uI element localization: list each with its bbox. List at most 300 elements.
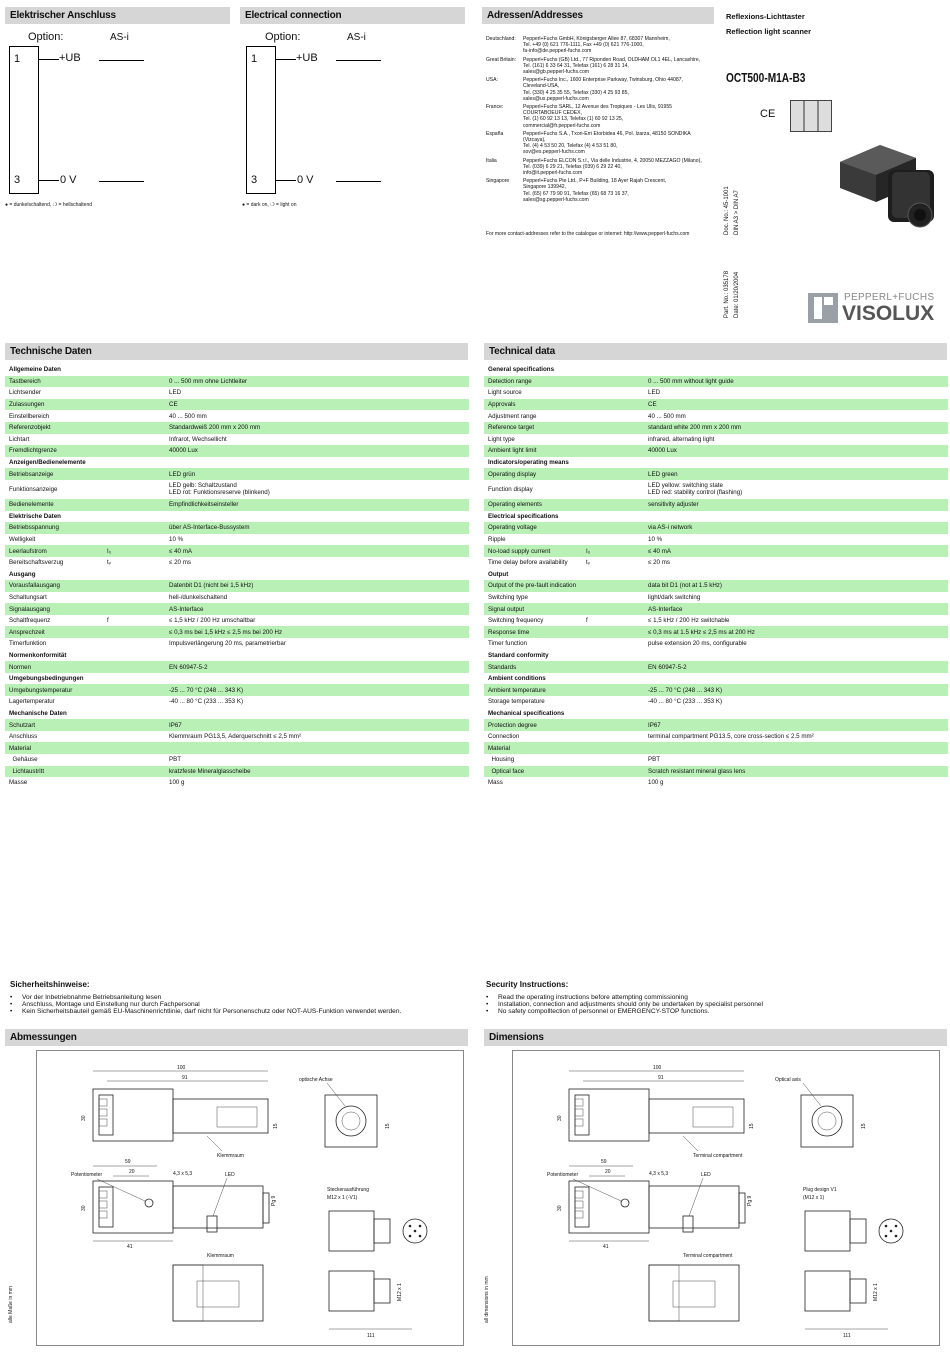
- row-label: Bedienelemente: [9, 501, 54, 509]
- led-leader: [213, 1178, 227, 1216]
- address-line: fa-info@de.pepperl-fuchs.com: [523, 48, 592, 55]
- value-line: sensitivity adjuster: [648, 501, 699, 509]
- value-line: EN 60947-5-2: [648, 663, 687, 671]
- potentiometer-icon: [145, 1199, 153, 1207]
- value-line: AS-Interface: [169, 605, 204, 613]
- value-line: LED red: stability control (flashing): [648, 489, 743, 497]
- row-label: Betriebsspannung: [9, 524, 59, 532]
- row-label: Ansprechzeit: [9, 628, 45, 636]
- address-line: info@it.pepperl-fuchs.com: [523, 170, 583, 177]
- dim-15-top: 15: [749, 1123, 755, 1129]
- potentiometer-icon: [621, 1199, 629, 1207]
- optical-axis-circle: [336, 1106, 366, 1136]
- plug-label-2: (M12 x 1): [803, 1195, 825, 1201]
- line-0v: [99, 181, 144, 182]
- table-row: [5, 522, 469, 534]
- row-value: [648, 413, 948, 420]
- table-row: [5, 545, 469, 557]
- row-value: [648, 482, 948, 496]
- value-line: ≤ 0,3 ms at 1.5 kHz ≤ 2,5 ms at 200 Hz: [648, 628, 755, 636]
- row-label: No-load supply current: [488, 547, 551, 555]
- sensor-box: [246, 46, 276, 194]
- row-label: Umgebungsbedingungen: [9, 675, 84, 683]
- front-view: [325, 1095, 377, 1147]
- value-line: ≤ 40 mA: [648, 547, 671, 555]
- value-line: -25 ... 70 °C (248 ... 343 K): [169, 686, 244, 694]
- part-number: Part. No.: 035178: [724, 270, 730, 318]
- row-value: [648, 664, 948, 671]
- value-line: 40 ... 500 mm: [648, 412, 686, 420]
- row-label: Welligkeit: [9, 536, 36, 544]
- address-line: Pepperl+Fuchs Inc., 1600 Enterprise Parkway, Twinsburg, Ohio 44087,: [523, 77, 683, 84]
- address-line: Pepperl+Fuchs GmbH, Königsberger Allee 87, 68307 Mannheim,: [523, 36, 670, 42]
- row-label: Operating voltage: [488, 524, 537, 532]
- table-row: [5, 684, 469, 696]
- address-lines: [523, 77, 716, 102]
- din-format: DIN A3 > DIN A7: [734, 190, 740, 235]
- poti-leader: [97, 1179, 145, 1201]
- value-line: 0 ... 500 mm ohne Lichtleiter: [169, 377, 248, 385]
- table-row: [5, 766, 469, 778]
- row-value: [169, 559, 469, 566]
- row-label: Schaltungsart: [9, 593, 47, 601]
- value-line: -25 ... 70 °C (248 ... 343 K): [648, 686, 723, 694]
- dim-59: 59: [601, 1159, 607, 1165]
- address-line: sales@sg.pepperl-fuchs.com: [523, 196, 589, 203]
- row-label: Bereitschaftsverzug: [9, 559, 64, 567]
- value-line: Standardweiß 200 mm x 200 mm: [169, 424, 261, 432]
- row-label: Connection: [488, 733, 520, 741]
- tech-table-en: [484, 364, 948, 789]
- address-line: Pepperl+Fuchs S.A., Txori-Erri Etorbidea 46, Pol. Izarza, 48150 SONDIKA: [523, 130, 691, 137]
- address-entry: [486, 77, 716, 102]
- address-entry: [486, 158, 716, 177]
- list-item: • No safety compolltection of personnel or EMERGENCY-STOP functions.: [486, 1008, 946, 1015]
- table-row: [484, 422, 948, 434]
- address-line: Tel. (039) 6 29 21, Telefax (039) 6 29 22 40,: [523, 163, 622, 170]
- row-label: Lagertemperatur: [9, 698, 55, 706]
- table-row: [484, 499, 948, 511]
- row-value: [648, 768, 948, 775]
- address-line: commercial@fr.pepperl-fuchs.com: [523, 122, 601, 129]
- row-label: Reference target: [488, 424, 535, 432]
- address-country: Singapore: [486, 178, 510, 185]
- table-section-header: [484, 708, 948, 720]
- dim-91: 91: [182, 1075, 188, 1081]
- row-symbol: f: [586, 617, 588, 625]
- address-country: Great Britain:: [486, 56, 517, 63]
- optical-axis-inner: [342, 1112, 360, 1130]
- row-value: [648, 471, 948, 478]
- row-label: Function display: [488, 485, 533, 493]
- address-country: España: [486, 130, 504, 137]
- m12-label: M12 x 1: [873, 1283, 879, 1301]
- table-row: [484, 445, 948, 457]
- plug-body-2: [805, 1271, 850, 1311]
- address-lines: [523, 131, 716, 156]
- axis-leader: [327, 1083, 345, 1106]
- address-line: sov@es.pepperl-fuchs.com: [523, 149, 585, 156]
- table-section-header: [484, 511, 948, 523]
- optics-middle: [649, 1186, 739, 1228]
- plug-label-2: M12 x 1 (-V1): [327, 1195, 358, 1201]
- terminal-left: [649, 1265, 679, 1321]
- row-label: Umgebungstemperatur: [9, 686, 73, 694]
- list-item: • Installation, connection and adjustments should only be undertaken by specialist personnel: [486, 1001, 946, 1008]
- terminal-compartment: [173, 1265, 263, 1321]
- table-row: [484, 534, 948, 546]
- table-row: [5, 468, 469, 480]
- row-value: [648, 447, 948, 454]
- plug-pin: [414, 1230, 417, 1233]
- dim-15-side: 15: [385, 1123, 391, 1129]
- address-lines: [523, 36, 716, 55]
- row-value: [648, 401, 948, 408]
- table-row: [5, 661, 469, 673]
- safety-list: [10, 994, 470, 1015]
- safety-en: [486, 980, 946, 1015]
- value-line: CE: [169, 401, 178, 409]
- row-label: Fremdlichtgrenze: [9, 447, 57, 455]
- wire-0v: [276, 180, 296, 181]
- row-label: Optical face: [488, 767, 525, 775]
- row-label: Output of the pre-fault indication: [488, 582, 577, 590]
- row-value: [648, 501, 948, 508]
- value-line: über AS-Interface-Bussystem: [169, 524, 250, 532]
- pin-3-label: 3: [251, 174, 258, 186]
- sensor-photo: [828, 140, 938, 240]
- address-line: Tel. +49 (0) 621 776-1111, Fax +49 (0) 621 776-1000,: [523, 42, 644, 49]
- row-label: Allgemeine Daten: [9, 366, 61, 374]
- table-row: [5, 592, 469, 604]
- dim-59: 59: [125, 1159, 131, 1165]
- housing-outline: [93, 1089, 173, 1141]
- row-value: [169, 606, 469, 613]
- table-row: [5, 376, 469, 388]
- row-label: Referenzobjekt: [9, 424, 51, 432]
- value-line: via AS-i network: [648, 524, 693, 532]
- row-label: Ausgang: [9, 570, 36, 578]
- table-row: [484, 777, 948, 789]
- table-row: [484, 742, 948, 754]
- dimension-drawing-de: [36, 1050, 464, 1346]
- table-row: [5, 719, 469, 731]
- row-value: [648, 722, 948, 729]
- optical-axis-circle: [812, 1106, 842, 1136]
- address-line: sales@us.pepperl-fuchs.com: [523, 95, 589, 102]
- table-row: [484, 684, 948, 696]
- dim-20: 20: [605, 1169, 611, 1175]
- table-row: [484, 603, 948, 615]
- value-line: IP67: [648, 721, 661, 729]
- product-title-de: Reflexions-Lichttaster: [726, 12, 805, 21]
- row-label: Switching frequency: [488, 617, 544, 625]
- row-label: Operating display: [488, 470, 537, 478]
- row-label: Mass: [488, 779, 503, 787]
- row-label: Normen: [9, 663, 32, 671]
- safety-list: [486, 994, 946, 1015]
- row-value: [648, 548, 948, 555]
- dim-30-mid: 30: [557, 1205, 563, 1211]
- address-line: Tel. (65) 67 79 90 91, Telefax (65) 68 73 16 37,: [523, 190, 629, 197]
- row-value: [169, 482, 469, 496]
- row-symbol: I₀: [586, 547, 591, 555]
- row-value: [169, 687, 469, 694]
- plug-pin: [409, 1235, 412, 1238]
- potentiometer-label: Potentiometer: [547, 1172, 579, 1178]
- line-0v: [336, 181, 381, 182]
- ub-label: +UB: [296, 52, 318, 64]
- header-dim-en: Dimensions: [484, 1029, 947, 1046]
- address-line: (Vizcaya),: [523, 137, 546, 144]
- value-line: kratzfeste Mineralglasscheibe: [169, 767, 251, 775]
- value-line: LED rot: Funktionsreserve (blinkend): [169, 489, 270, 497]
- connector-middle: [99, 1187, 113, 1227]
- table-row: [484, 434, 948, 446]
- units-note-en: all dimensions in mm: [484, 1276, 490, 1323]
- pg-label: Pg 9: [747, 1195, 753, 1206]
- table-section-header: [5, 511, 469, 523]
- terminal-square: [99, 1201, 107, 1208]
- row-value: [648, 389, 948, 396]
- connector-middle: [575, 1187, 589, 1227]
- plug-pin: [419, 1235, 422, 1238]
- dim-41: 41: [603, 1244, 609, 1250]
- row-label: Standards: [488, 663, 517, 671]
- table-row: [5, 638, 469, 650]
- terminal-square: [575, 1119, 583, 1126]
- address-entry: [486, 57, 716, 76]
- table-section-header: [484, 650, 948, 662]
- dimension-svg: [37, 1051, 463, 1345]
- value-line: EN 60947-5-2: [169, 663, 208, 671]
- led-leader: [689, 1178, 703, 1216]
- table-row: [5, 480, 469, 499]
- value-line: LED: [648, 389, 661, 397]
- value-line: AS-Interface: [648, 605, 683, 613]
- table-row: [484, 754, 948, 766]
- row-value: [169, 378, 469, 385]
- led-window: [683, 1216, 693, 1232]
- row-value: [169, 524, 469, 531]
- line-ub: [99, 60, 144, 61]
- value-line: terminal compartment PG13.5, core cross-section ≤ 2.5 mm²: [648, 733, 814, 741]
- table-row: [484, 580, 948, 592]
- address-country: Italia: [486, 157, 497, 164]
- table-row: [484, 638, 948, 650]
- terminal-strip: [197, 1281, 239, 1307]
- row-label: Ambient temperature: [488, 686, 546, 694]
- connector-block: [575, 1095, 589, 1135]
- row-label: Zulassungen: [9, 401, 45, 409]
- row-label: Ambient conditions: [488, 675, 546, 683]
- list-item: • Kein Sicherheitsbauteil gemäß EU-Maschinenrichtlinie, darf nicht für Personenschutz oder NOT-AUS-Funktion verwendet werden.: [10, 1008, 470, 1015]
- housing-middle: [569, 1181, 649, 1233]
- row-label: Time delay before availability: [488, 559, 568, 567]
- table-row: [5, 387, 469, 399]
- address-entry: [486, 36, 716, 55]
- address-list: [486, 36, 716, 205]
- address-line: COURTABOEUF CEDEX,: [523, 110, 582, 117]
- address-entry: [486, 104, 716, 129]
- plug-connector-2: [374, 1279, 390, 1303]
- terminal-square: [575, 1109, 583, 1116]
- row-label: Switching type: [488, 593, 528, 601]
- plug-pin: [890, 1230, 893, 1233]
- value-line: ≤ 0,3 ms bei 1,5 kHz ≤ 2,5 ms bei 200 Hz: [169, 628, 283, 636]
- row-value: [169, 471, 469, 478]
- value-line: LED: [169, 389, 182, 397]
- product-title-en: Reflection light scanner: [726, 27, 812, 36]
- value-line: LED grün: [169, 470, 196, 478]
- table-row: [484, 661, 948, 673]
- row-label: Betriebsanzeige: [9, 470, 54, 478]
- wiring-legend: ● = dunkelschaltend, ❍ = hellschaltend: [5, 202, 93, 208]
- dimension-drawing-en: [512, 1050, 940, 1346]
- row-value: [648, 582, 948, 589]
- row-label: Light source: [488, 389, 522, 397]
- address-lines: [523, 158, 716, 177]
- front-view: [801, 1095, 853, 1147]
- value-line: hell-/dunkelschaltend: [169, 593, 228, 601]
- table-section-header: [5, 673, 469, 685]
- pg-label: Pg 9: [271, 1195, 277, 1206]
- wire-ub: [39, 59, 59, 60]
- table-row: [5, 499, 469, 511]
- header-addresses: Adressen/Addresses: [482, 7, 714, 24]
- value-line: LED green: [648, 470, 678, 478]
- table-section-header: [5, 457, 469, 469]
- dim-30-top: 30: [81, 1115, 87, 1121]
- row-label: Housing: [488, 756, 515, 764]
- row-label: Ripple: [488, 536, 506, 544]
- dim-91: 91: [658, 1075, 664, 1081]
- row-label: Schutzart: [9, 721, 36, 729]
- optical-axis-inner: [818, 1112, 836, 1130]
- value-line: Klemmraum PG13,5, Aderquerschnitt ≤ 2,5 mm²: [169, 733, 302, 741]
- row-value: [169, 389, 469, 396]
- address-line: Pepperl+Fuchs (GB) Ltd., 77 Riponden Road, OLDHAM OL1 4EL, Lancashire,: [523, 56, 701, 63]
- terminal-square: [99, 1211, 107, 1218]
- row-label: Indicators/operating means: [488, 459, 569, 467]
- table-section-header: [484, 569, 948, 581]
- row-value: [169, 733, 469, 740]
- row-label: Mechanische Daten: [9, 709, 67, 717]
- address-line: Singapore 139942,: [523, 184, 567, 191]
- plug-pin: [895, 1225, 898, 1228]
- address-line: Tel. (161) 6 33 64 31, Telefax (161) 6 28 31 14,: [523, 62, 629, 69]
- hole-size: 4,3 x 5,3: [649, 1171, 669, 1177]
- address-line: Tel. (1) 60 92 13 13, Telefax (1) 60 92 13 25,: [523, 116, 624, 123]
- safety-de: [10, 980, 470, 1015]
- row-label: Operating elements: [488, 501, 542, 509]
- header-electrical-en: Electrical connection: [240, 7, 465, 24]
- row-value: [648, 698, 948, 705]
- row-label: Material: [488, 744, 511, 752]
- brand-name: VISOLUX: [842, 302, 935, 325]
- row-label: Response time: [488, 628, 530, 636]
- row-label: Storage temperature: [488, 698, 545, 706]
- wiring-legend: ● = dark on, ❍ = light on: [242, 202, 297, 208]
- approval-icon: [790, 100, 832, 132]
- axis-label: optische Achse: [299, 1077, 333, 1083]
- table-row: [5, 399, 469, 411]
- table-row: [484, 399, 948, 411]
- value-line: Scratch resistant mineral glass lens: [648, 767, 746, 775]
- value-line: pulse extension 20 ms, configurable: [648, 640, 747, 648]
- terminal-square: [99, 1119, 107, 1126]
- housing-middle: [93, 1181, 173, 1233]
- row-value: [648, 424, 948, 431]
- table-row: [5, 580, 469, 592]
- value-line: 100 g: [169, 779, 185, 787]
- row-label: Signalausgang: [9, 605, 50, 613]
- table-row: [484, 719, 948, 731]
- hole-size: 4,3 x 5,3: [173, 1171, 193, 1177]
- sensor-box: [9, 46, 39, 194]
- value-line: ≤ 1,5 kHz / 200 Hz switchable: [648, 617, 730, 625]
- pg-gland: [739, 1193, 745, 1223]
- terminal-square: [99, 1191, 107, 1198]
- table-row: [5, 445, 469, 457]
- table-row: [5, 754, 469, 766]
- row-value: [169, 536, 469, 543]
- row-label: Lichtart: [9, 435, 30, 443]
- value-line: ≤ 20 ms: [169, 559, 191, 567]
- table-section-header: [484, 673, 948, 685]
- pf-logo-icon: [808, 293, 838, 323]
- optics-middle: [173, 1186, 263, 1228]
- table-row: [5, 410, 469, 422]
- row-value: [648, 756, 948, 763]
- row-value: [169, 698, 469, 705]
- wire-0v: [39, 180, 59, 181]
- address-line: Pepperl+Fuchs SARL, 12 Avenue des Tropiques - Les Ulis, 91955: [523, 104, 672, 111]
- address-country: USA:: [486, 77, 498, 84]
- address-line: Pepperl+Fuchs ELCON S.r.l., Via delle Industrie, 4, 20050 MEZZAGO (Milano),: [523, 157, 702, 164]
- table-row: [5, 603, 469, 615]
- row-label: Electrical specifications: [488, 512, 559, 520]
- row-label: Ambient light limit: [488, 447, 537, 455]
- terminal-label: Klemmraum: [217, 1153, 244, 1159]
- address-line: Tel. (330) 4 25 35 55, Telefax (330) 4 25 93 85,: [523, 89, 629, 96]
- row-value: [169, 640, 469, 647]
- row-value: [648, 629, 948, 636]
- value-line: CE: [648, 401, 657, 409]
- table-row: [484, 480, 948, 499]
- address-entry: [486, 178, 716, 203]
- row-value: [169, 594, 469, 601]
- table-row: [5, 742, 469, 754]
- dim-20: 20: [129, 1169, 135, 1175]
- row-label: Vorausfallausgang: [9, 582, 60, 590]
- value-line: ≤ 20 ms: [648, 559, 670, 567]
- address-line: Cleveland-USA,: [523, 83, 560, 90]
- address-lines: [523, 178, 716, 203]
- row-value: [169, 617, 469, 624]
- value-line: Datenbit D1 (nicht bei 1,5 kHz): [169, 582, 254, 590]
- address-country: Deutschland:: [486, 36, 516, 42]
- value-line: -40 ... 80 °C (233 ... 353 K): [169, 698, 244, 706]
- dim-100: 100: [653, 1065, 662, 1071]
- plug-pin: [895, 1235, 898, 1238]
- row-label: Funktionsanzeige: [9, 485, 58, 493]
- table-row: [5, 777, 469, 789]
- row-value: [169, 501, 469, 508]
- row-label: Masse: [9, 779, 28, 787]
- doc-date: Date: 01/20/2004: [734, 271, 740, 318]
- brand-logo: [808, 290, 946, 326]
